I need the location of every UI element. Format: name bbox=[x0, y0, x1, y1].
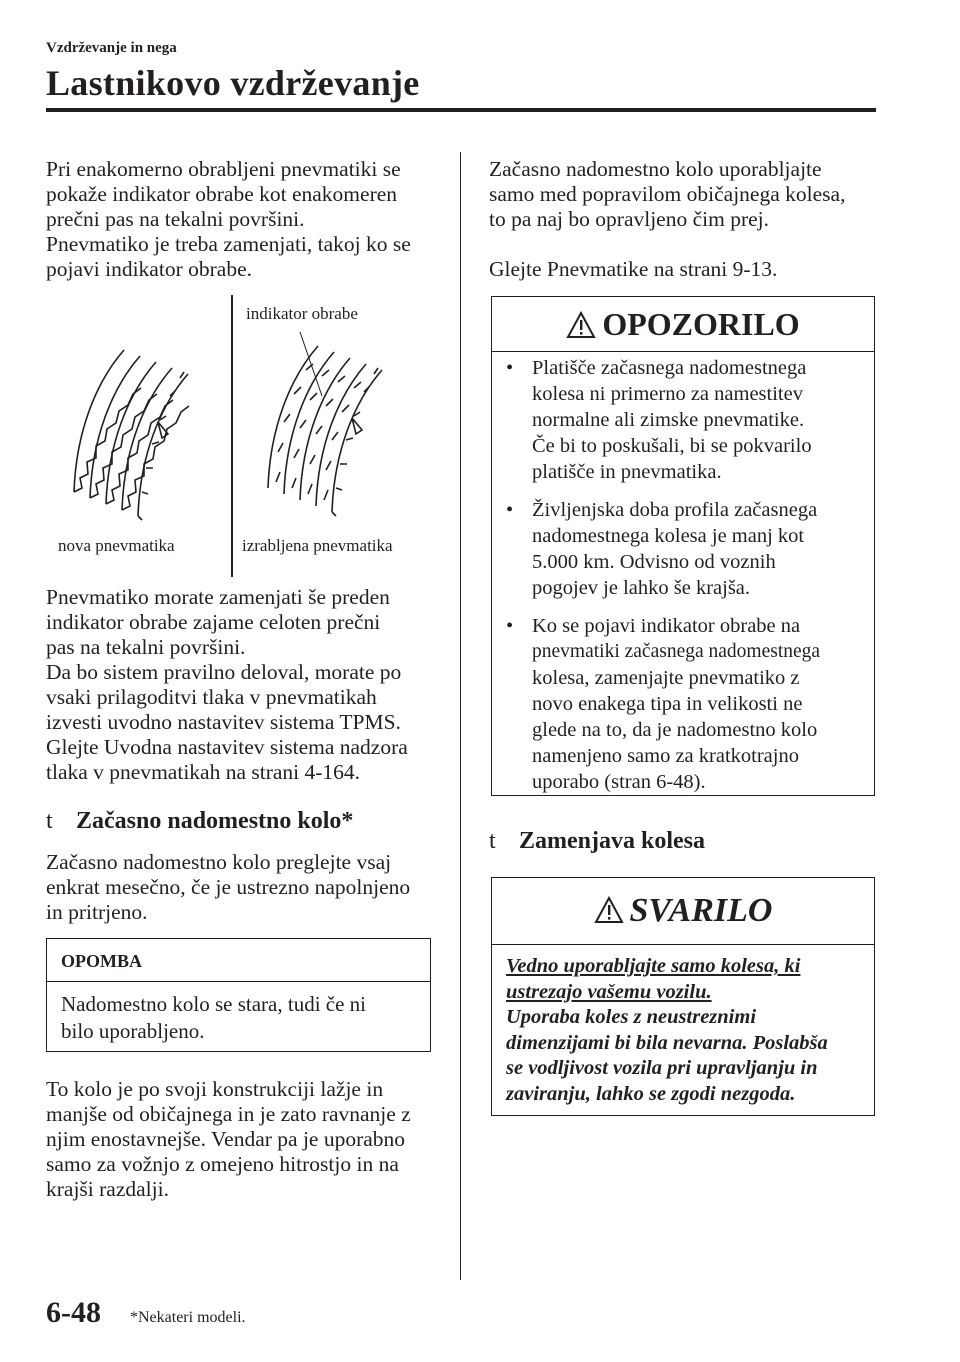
text-line: se vodljivost vozila pri upravljanju in bbox=[506, 1057, 818, 1079]
text-line: Vedno uporabljajte samo kolesa, ki bbox=[506, 955, 801, 977]
warning-item bbox=[492, 613, 874, 795]
text-line: pokaže indikator obrabe kot enakomeren bbox=[46, 182, 398, 206]
text-line: platišče in pnevmatika. bbox=[532, 461, 722, 483]
section-heading-text: Začasno nadomestno kolo* bbox=[76, 808, 354, 834]
caution-box bbox=[491, 877, 875, 1116]
note-box bbox=[46, 938, 431, 1052]
text-line: normalne ali zimske pnevmatike. bbox=[532, 409, 805, 431]
page-number: 6-48 bbox=[46, 1296, 101, 1329]
text-line: manjše od običajnega in je zato ravnanje z bbox=[46, 1102, 411, 1126]
text-line: njim enostavnejše. Vendar pa je uporabno bbox=[46, 1127, 406, 1151]
text-line: pojavi indikator obrabe. bbox=[46, 257, 252, 281]
caution-body bbox=[506, 954, 828, 1107]
text-line: enkrat mesečno, če je ustrezno napolnjeno bbox=[46, 875, 411, 899]
text-line: dimenzijami bi bila nevarna. Poslabša bbox=[506, 1031, 828, 1054]
new-tire-label: nova pnevmatika bbox=[58, 536, 175, 555]
text-line: To kolo je po svoji konstrukciji lažje in bbox=[46, 1077, 384, 1101]
text-line: samo med popravilom običajnega kolesa, bbox=[489, 182, 846, 206]
text-line: Da bo sistem pravilno deloval, morate po bbox=[46, 660, 402, 684]
closing-paragraph bbox=[46, 1077, 411, 1202]
worn-tire-drawing bbox=[268, 332, 382, 516]
text-line: kolesa, zamenjajte pnevmatiko z bbox=[532, 667, 800, 689]
new-tire-drawing bbox=[74, 350, 189, 520]
section-heading-text: Zamenjava kolesa bbox=[519, 828, 705, 854]
title-rule bbox=[46, 108, 876, 112]
text-line: in pritrjeno. bbox=[46, 900, 148, 924]
note-divider bbox=[47, 981, 430, 982]
text-line: novo enakega tipa in velikosti ne bbox=[532, 693, 803, 715]
text-line: to pa naj bo opravljeno čim prej. bbox=[489, 207, 770, 231]
text-line: glede na to, da je nadomestno kolo bbox=[532, 719, 818, 741]
bullet: • bbox=[506, 357, 514, 379]
warning-title: OPOZORILO bbox=[602, 306, 800, 342]
warning-header bbox=[492, 297, 874, 349]
text-line: samo za vožnjo z omejeno hitrostjo in na bbox=[46, 1152, 399, 1176]
text-line: nadomestnega kolesa je manj kot bbox=[532, 525, 805, 547]
text-line: tlaka v pnevmatikah na strani 4-164. bbox=[46, 760, 361, 784]
right-intro-paragraph bbox=[489, 157, 845, 232]
text-line: Nadomestno kolo se stara, tudi če ni bbox=[61, 992, 367, 1016]
text-line: uporabo (stran 6-48). bbox=[532, 771, 706, 793]
text-line: Glejte Uvodna nastavitev sistema nadzora bbox=[46, 735, 408, 759]
section-marker: t bbox=[489, 828, 496, 854]
text-line: Ko se pojavi indikator obrabe na bbox=[532, 615, 801, 637]
text-line: Začasno nadomestno kolo uporabljajte bbox=[489, 157, 822, 181]
text-line: Če bi to poskušali, bi se pokvarilo bbox=[532, 435, 812, 457]
section-label: Vzdrževanje in nega bbox=[46, 40, 177, 56]
note-title: OPOMBA bbox=[61, 951, 142, 971]
text-line: Uporaba koles z neustreznimi bbox=[506, 1006, 757, 1028]
text-line: Pnevmatiko je treba zamenjati, takoj ko se bbox=[46, 232, 411, 256]
reference-text: Glejte Pnevmatike na strani 9-13. bbox=[489, 257, 778, 281]
text-line: 5.000 km. Odvisno od voznih bbox=[532, 551, 776, 573]
text-line: prečni pas na tekalni površini. bbox=[46, 207, 305, 231]
warning-item bbox=[492, 355, 874, 485]
caution-title: SVARILO bbox=[629, 892, 773, 929]
text-line: pnevmatiki začasnega nadomestnega bbox=[532, 641, 821, 662]
text-line: zaviranju, lahko se zgodi nezgoda. bbox=[506, 1082, 796, 1105]
section-marker: t bbox=[46, 808, 53, 834]
spare-wheel-paragraph bbox=[46, 850, 410, 925]
text-line: Začasno nadomestno kolo preglejte vsaj bbox=[46, 850, 392, 874]
text-line: namenjeno samo za kratkotrajno bbox=[532, 745, 799, 767]
note-body bbox=[61, 991, 366, 1045]
section-heading-wheel-change bbox=[489, 828, 705, 855]
bullet: • bbox=[506, 615, 514, 637]
wear-indicator-label: indikator obrabe bbox=[246, 304, 358, 323]
column-divider bbox=[460, 152, 461, 1280]
intro-paragraph bbox=[46, 157, 411, 282]
text-line: Življenjska doba profila začasnega bbox=[532, 499, 818, 521]
replacement-paragraph bbox=[46, 585, 408, 785]
worn-tire-label: izrabljena pnevmatika bbox=[242, 536, 393, 555]
text-line: pas na tekalni površini. bbox=[46, 635, 246, 659]
text-line: indikator obrabe zajame celoten prečni bbox=[46, 610, 381, 634]
caution-header bbox=[492, 878, 874, 942]
warning-list bbox=[492, 355, 874, 807]
figure-divider bbox=[231, 295, 233, 577]
text-line: izvesti uvodno nastavitev sistema TPMS. bbox=[46, 710, 401, 734]
text-line: Pri enakomerno obrabljeni pnevmatiki se bbox=[46, 157, 401, 181]
caution-divider bbox=[492, 944, 874, 945]
text-line: bilo uporabljeno. bbox=[61, 1019, 205, 1043]
warning-divider bbox=[492, 351, 874, 352]
footnote: *Nekateri modeli. bbox=[130, 1309, 246, 1326]
warning-triangle-icon bbox=[594, 896, 624, 924]
text-line: Pnevmatiko morate zamenjati še preden bbox=[46, 585, 390, 609]
text-line: Platišče začasnega nadomestnega bbox=[532, 357, 807, 379]
text-line: vsaki prilagoditvi tlaka v pnevmatikah bbox=[46, 685, 377, 709]
warning-triangle-icon bbox=[566, 311, 596, 339]
section-heading-spare-wheel bbox=[46, 808, 353, 835]
text-line: pogojev je lahko še krajša. bbox=[532, 577, 751, 599]
page-title: Lastnikovo vzdrževanje bbox=[46, 63, 420, 103]
bullet: • bbox=[506, 499, 514, 521]
warning-box bbox=[491, 296, 875, 796]
text-line: kolesa ni primerno za namestitev bbox=[532, 383, 803, 405]
text-line: ustrezajo vašemu vozilu. bbox=[506, 980, 712, 1003]
text-line: krajši razdalji. bbox=[46, 1177, 169, 1201]
warning-item bbox=[492, 497, 874, 601]
